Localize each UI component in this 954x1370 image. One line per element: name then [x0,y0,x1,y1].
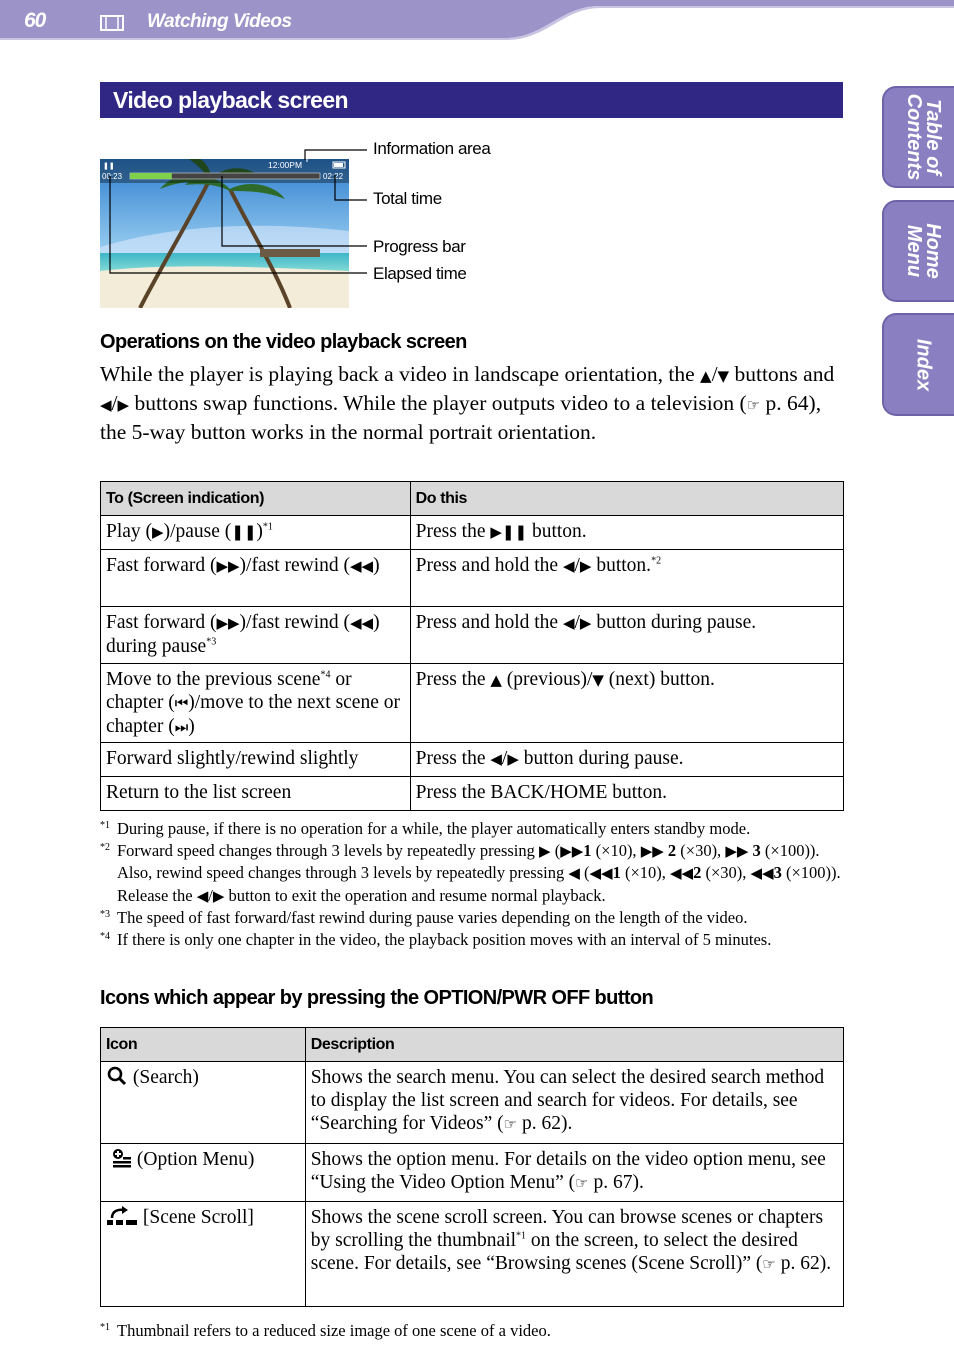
play-pause-icon: ▶❚❚ [490,523,528,541]
search-icon [106,1066,128,1086]
table-row: [Scene Scroll] Shows the scene scroll screen. You can browse scenes or chapters by scrolling the thumbnail$^{*1}$ on the screen, to select the desired scene. For details, see “Browsing scenes (Scene Scroll)” (☞ p. 62). [101,1202,844,1307]
film-icon [100,15,124,31]
page-number: 60 [24,9,46,32]
tab-home-menu[interactable] [882,200,954,302]
operations-table [100,481,844,811]
svg-text:00:23: 00:23 [102,172,123,181]
reference-icon: ☞ [746,396,761,414]
table-row: Fast forward (▶▶)/fast rewind (◀◀) during pause$^{*3}$ Press and hold the ◀/▶ button during pause. [101,607,844,664]
callout-progress-bar: Progress bar [373,237,466,256]
tab-label: Contents [903,93,925,181]
column-header: To (Screen indication) [101,482,411,516]
tab-label: Table of [922,99,944,175]
operations-heading: Operations on the video playback screen [100,331,467,353]
callout-elapsed-time: Elapsed time [373,264,467,283]
table-row: (Search) Shows the search menu. You can select the desired search method to display the list screen and search for videos. For details, see “Searching for Videos” (☞ p. 62). [101,1062,844,1144]
footnote: *4 If there is only one chapter in the video, the playback position moves with an interval of 5 minutes. [100,929,772,949]
callout-total-time: Total time [373,189,442,208]
option-menu-icon [110,1148,132,1168]
column-header: Do this [410,482,843,516]
operations-footnotes [100,818,845,950]
table-row: Move to the previous scene$^{*4}$ or chapter (⏮)/move to the next scene or chapter (⏭) Press the ▲ (previous)/▼ (next) button. [101,664,844,743]
pause-icon: ❚❚ [231,523,257,541]
rewind-icon: ◀◀ [350,557,374,575]
table-row: Play (▶)/pause (❚❚)$^{*1}$ Press the ▶❚❚ button. [101,516,844,550]
footnote: *2 Forward speed changes through 3 levels by repeatedly pressing ▶ (▶▶1 (×10), ▶▶ 2 (×30), ▶▶ 3 (×100)). Also, rewind speed changes through 3 levels by repeatedly pressing ◀ (◀◀1 (×10), ◀◀2 (×30), ◀◀3 (×100)). Release the ◀/▶ button to exit the operation and resume normal playback. [100,840,841,905]
table-row: Return to the list screen Press the BACK/HOME button. [101,777,844,811]
icons-heading: Icons which appear by pressing the OPTION/PWR OFF button [100,987,654,1009]
callout-information-area: Information area [373,139,491,158]
table-row: (Option Menu) Shows the option menu. For details on the video option menu, see “Using the Video Option Menu” (☞ p. 67). [101,1144,844,1202]
icons-footnotes [100,1320,845,1342]
table-header-row [101,1028,844,1062]
footnote: *3 The speed of fast forward/fast rewind during pause varies depending on the length of the video. [100,908,748,927]
svg-text:12:00PM: 12:00PM [268,160,303,170]
column-header: Icon [101,1028,306,1062]
previous-icon: ⏮ [174,694,189,712]
tab-table-of-contents[interactable] [882,86,954,188]
scene-scroll-icon [106,1206,138,1226]
icons-table [100,1027,844,1307]
fast-forward-icon: ▶▶ [216,557,240,575]
tab-label: Menu [903,224,925,278]
section-title: Watching Videos [147,11,292,32]
svg-text:02:22: 02:22 [323,172,344,181]
video-screenshot [100,159,349,308]
table-row: Forward slightly/rewind slightly Press the ◀/▶ button during pause. [101,743,844,777]
table-header-row [101,482,844,516]
svg-text:❚❚: ❚❚ [103,162,115,170]
footnote: *1 Thumbnail refers to a reduced size image of one scene of a video. [100,1321,551,1340]
table-row: Fast forward (▶▶)/fast rewind (◀◀) Press and hold the ◀/▶ button.$^{*2}$ [101,550,844,607]
play-icon: ▶ [152,523,164,541]
rewind-icon: ◀◀ [350,614,374,632]
page-title: Video playback screen [113,87,348,113]
tab-label: Home [922,223,944,279]
header-band [0,0,954,40]
tab-label: Index [912,338,935,391]
next-icon: ⏭ [174,718,189,736]
footnote: *1 During pause, if there is no operation for a while, the player automatically enters standby mode. [100,819,751,838]
tab-index[interactable] [882,313,954,416]
intro-paragraph: While the player is playing back a video in landscape orientation, the ▲/▼ buttons and ◀/▶ buttons swap functions. While the player outputs video to a television (☞ p. 64), the 5-way button works in the normal portrait orientation. [100,362,835,444]
column-header: Description [305,1028,843,1062]
fast-forward-icon: ▶▶ [216,614,240,632]
title-bar [100,82,843,118]
